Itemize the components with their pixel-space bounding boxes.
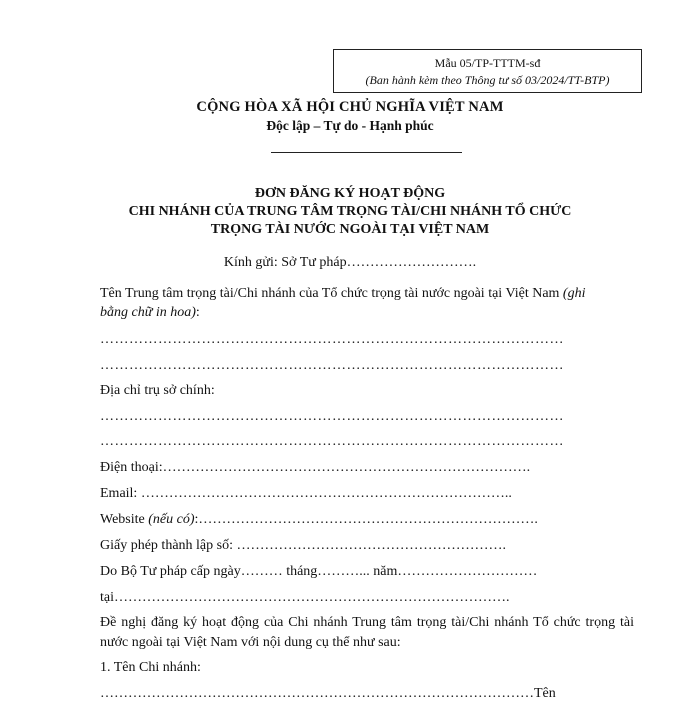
website-note: (nếu có): [148, 512, 195, 527]
form-code-box: [333, 49, 642, 93]
recipient-line: Kính gửi: Sở Tư pháp……………………….: [223, 255, 477, 270]
address-dots-1[interactable]: ……………………………………………………………………………………: [100, 409, 564, 424]
email-line[interactable]: Email: ……………………………………………………………………..: [100, 486, 512, 501]
website-line[interactable]: [100, 512, 634, 528]
request-paragraph: Đề nghị đăng ký hoạt động của Chi nhánh Trung tâm trọng tài/Chi nhánh Tổ chức trọng tài nước ngoài tại Việt Nam với nội dung cụ thể như sau:: [100, 615, 634, 650]
center-name-dots-2[interactable]: ……………………………………………………………………………………: [100, 358, 564, 373]
branch-name-dots[interactable]: …………………………………………………………………………………Tên: [100, 686, 556, 701]
branch-name-label: 1. Tên Chi nhánh:: [100, 660, 201, 675]
center-name-colon: :: [195, 305, 200, 320]
website-dots[interactable]: :……………………………………………………………….: [194, 512, 538, 527]
document-title-line-1: ĐƠN ĐĂNG KÝ HOẠT ĐỘNG: [254, 186, 446, 201]
issue-place-line[interactable]: tại………………………………………………………………………….: [100, 590, 510, 605]
address-label: Địa chỉ trụ sở chính:: [100, 383, 215, 398]
center-name-label-text: Tên Trung tâm trọng tài/Chi nhánh của Tổ chức trọng tài nước ngoài tại Việt Nam: [100, 286, 563, 301]
document-title-line-3: TRỌNG TÀI NƯỚC NGOÀI TẠI VIỆT NAM: [210, 222, 490, 237]
phone-line[interactable]: Điện thoại:…………………………………………………………………….: [100, 460, 531, 475]
center-name-note-cont: bằng chữ in hoa): [100, 305, 196, 320]
center-name-dots-1[interactable]: ……………………………………………………………………………………: [100, 332, 564, 347]
center-name-label-cont: [100, 305, 634, 321]
ministry-issue-line[interactable]: Do Bộ Tư pháp cấp ngày……… tháng………... năm…………………………: [100, 564, 538, 579]
address-dots-2[interactable]: ……………………………………………………………………………………: [100, 434, 564, 449]
national-title: CỘNG HÒA XÃ HỘI CHỦ NGHĨA VIỆT NAM: [196, 99, 504, 115]
center-name-note: (ghi: [562, 286, 586, 301]
website-label: Website: [100, 512, 149, 527]
center-name-label: [100, 286, 634, 302]
document-title-line-2: CHI NHÁNH CỦA TRUNG TÂM TRỌNG TÀI/CHI NHÁNH TỔ CHỨC: [128, 204, 572, 219]
license-line[interactable]: Giấy phép thành lập số: ………………………………………………….: [100, 538, 506, 553]
form-code: Mẫu 05/TP-TTTM-sđ: [434, 56, 541, 70]
motto-underline: [271, 152, 462, 153]
form-issued-note: (Ban hành kèm theo Thông tư số 03/2024/TT-BTP): [365, 73, 610, 87]
national-motto: Độc lập – Tự do - Hạnh phúc: [266, 118, 434, 133]
